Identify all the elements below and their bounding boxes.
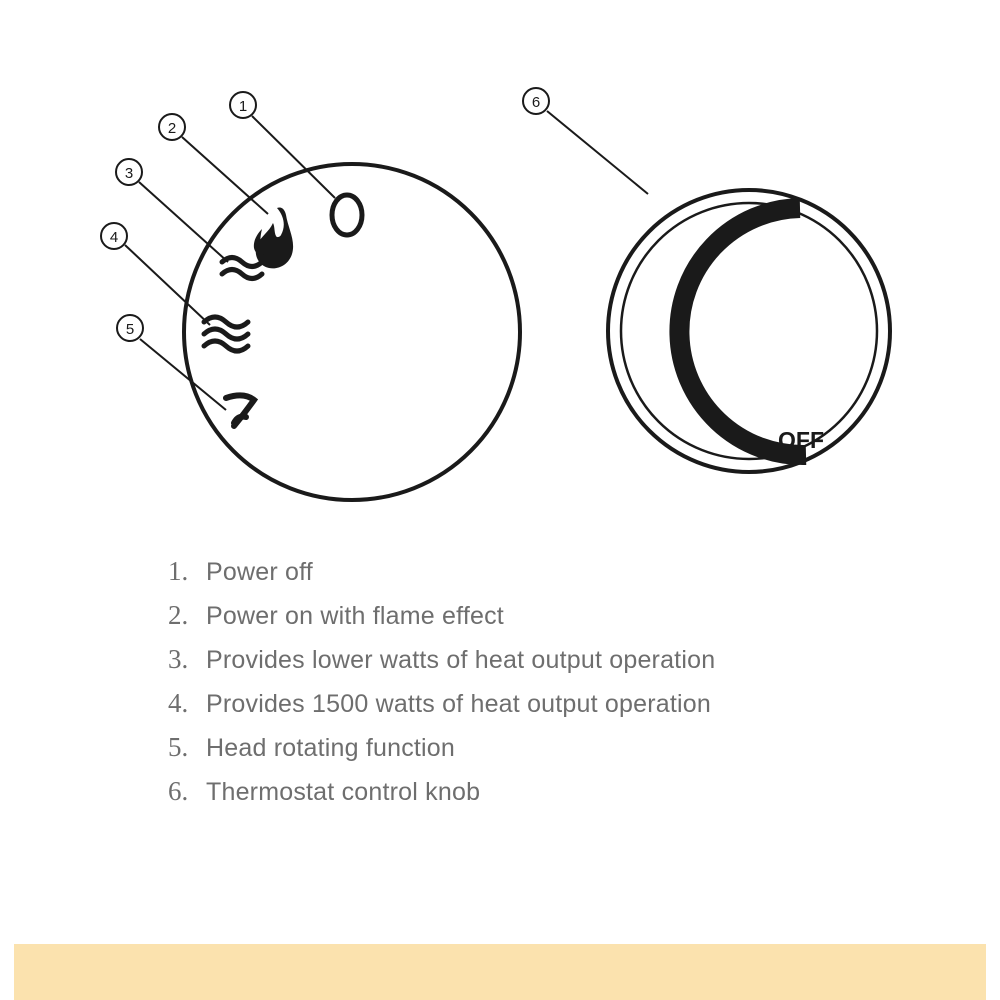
callout-2 [159, 114, 268, 214]
list-item-label: Provides 1500 watts of heat output operation [206, 690, 711, 718]
legend-list [168, 556, 928, 820]
list-item [168, 600, 928, 631]
list-item-number: 1. [168, 556, 189, 586]
svg-text:4: 4 [109, 229, 119, 246]
list-item-number: 6. [168, 776, 189, 806]
list-item [168, 732, 928, 763]
thermostat-knob[interactable] [608, 190, 890, 472]
list-item [168, 688, 928, 719]
list-item-label: Head rotating function [206, 734, 456, 762]
svg-text:2: 2 [167, 120, 177, 137]
list-item-number: 2. [168, 600, 189, 630]
svg-text:1: 1 [238, 98, 248, 115]
list-item-label: Power on with flame effect [206, 602, 504, 630]
bottom-accent-band [0, 944, 1000, 1000]
list-item-label: Provides lower watts of heat output operation [206, 646, 716, 674]
svg-text:OFF: OFF [778, 427, 824, 453]
svg-text:6: 6 [531, 94, 541, 111]
svg-text:5: 5 [125, 321, 135, 338]
callout-6 [523, 88, 648, 194]
off-label [778, 427, 824, 453]
list-item-number: 5. [168, 732, 189, 762]
list-item-label: Thermostat control knob [206, 778, 481, 806]
list-item [168, 776, 928, 807]
function-selector-knob[interactable] [184, 164, 520, 500]
bottom-band-right-margin [986, 944, 1000, 1000]
list-item-number: 4. [168, 688, 189, 718]
list-item [168, 556, 928, 587]
list-item-label: Power off [206, 558, 313, 586]
svg-text:3: 3 [124, 165, 134, 182]
callout-3 [116, 159, 228, 262]
list-item-number: 3. [168, 644, 189, 674]
bottom-band-left-margin [0, 944, 14, 1000]
list-item [168, 644, 928, 675]
